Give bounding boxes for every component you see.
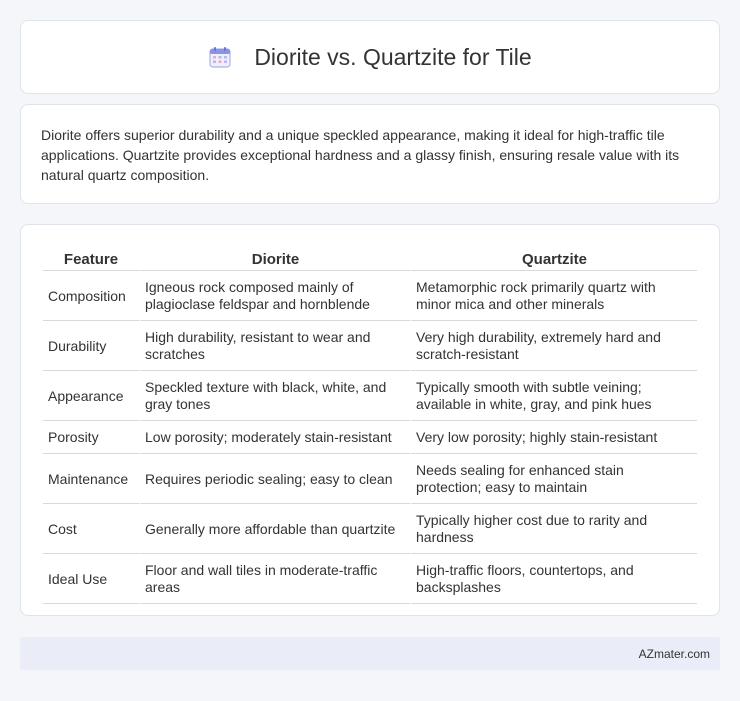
title-wrap [208,44,531,71]
table-row [43,271,697,321]
comparison-card [20,224,720,616]
diorite-cell: Floor and wall tiles in moderate-traffic areas [139,554,410,604]
table-row [43,421,697,454]
feature-cell: Composition [43,271,139,321]
table-row [43,371,697,421]
feature-cell: Appearance [43,371,139,421]
quartzite-cell: Needs sealing for enhanced stain protection; easy to maintain [410,454,697,504]
column-header-diorite: Diorite [139,245,410,271]
calendar-icon [208,45,232,69]
feature-cell: Cost [43,504,139,554]
quartzite-cell: Metamorphic rock primarily quartz with minor mica and other minerals [410,271,697,321]
quartzite-cell: Very low porosity; highly stain-resistant [410,421,697,454]
diorite-cell: High durability, resistant to wear and scratches [139,321,410,371]
quartzite-cell: Very high durability, extremely hard and scratch-resistant [410,321,697,371]
table-row [43,454,697,504]
feature-cell: Maintenance [43,454,139,504]
feature-cell: Durability [43,321,139,371]
quartzite-cell: Typically smooth with subtle veining; available in white, gray, and pink hues [410,371,697,421]
diorite-cell: Low porosity; moderately stain-resistant [139,421,410,454]
table-row [43,321,697,371]
table-header-row [43,245,697,271]
page-title: Diorite vs. Quartzite for Tile [254,43,532,70]
diorite-cell: Igneous rock composed mainly of plagioclase feldspar and hornblende [139,271,410,321]
feature-cell: Ideal Use [43,554,139,604]
intro-card [20,104,720,204]
diorite-cell: Generally more affordable than quartzite [139,504,410,554]
table-row [43,554,697,604]
column-header-quartzite: Quartzite [410,245,697,271]
feature-cell: Porosity [43,421,139,454]
quartzite-cell: Typically higher cost due to rarity and hardness [410,504,697,554]
footer-bar [20,637,720,670]
footer-site-link[interactable]: AZmater.com [638,646,710,661]
diorite-cell: Requires periodic sealing; easy to clean [139,454,410,504]
table-row [43,504,697,554]
comparison-table [43,245,697,604]
quartzite-cell: High-traffic floors, countertops, and backsplashes [410,554,697,604]
column-header-feature: Feature [43,245,139,271]
title-card [20,20,720,94]
diorite-cell: Speckled texture with black, white, and gray tones [139,371,410,421]
intro-text: Diorite offers superior durability and a unique speckled appearance, making it ideal for high-traffic tile applications. Quartzite provides exceptional hardness and a glassy finish, ensuring resale value with its natural quartz composition. [41,127,680,183]
